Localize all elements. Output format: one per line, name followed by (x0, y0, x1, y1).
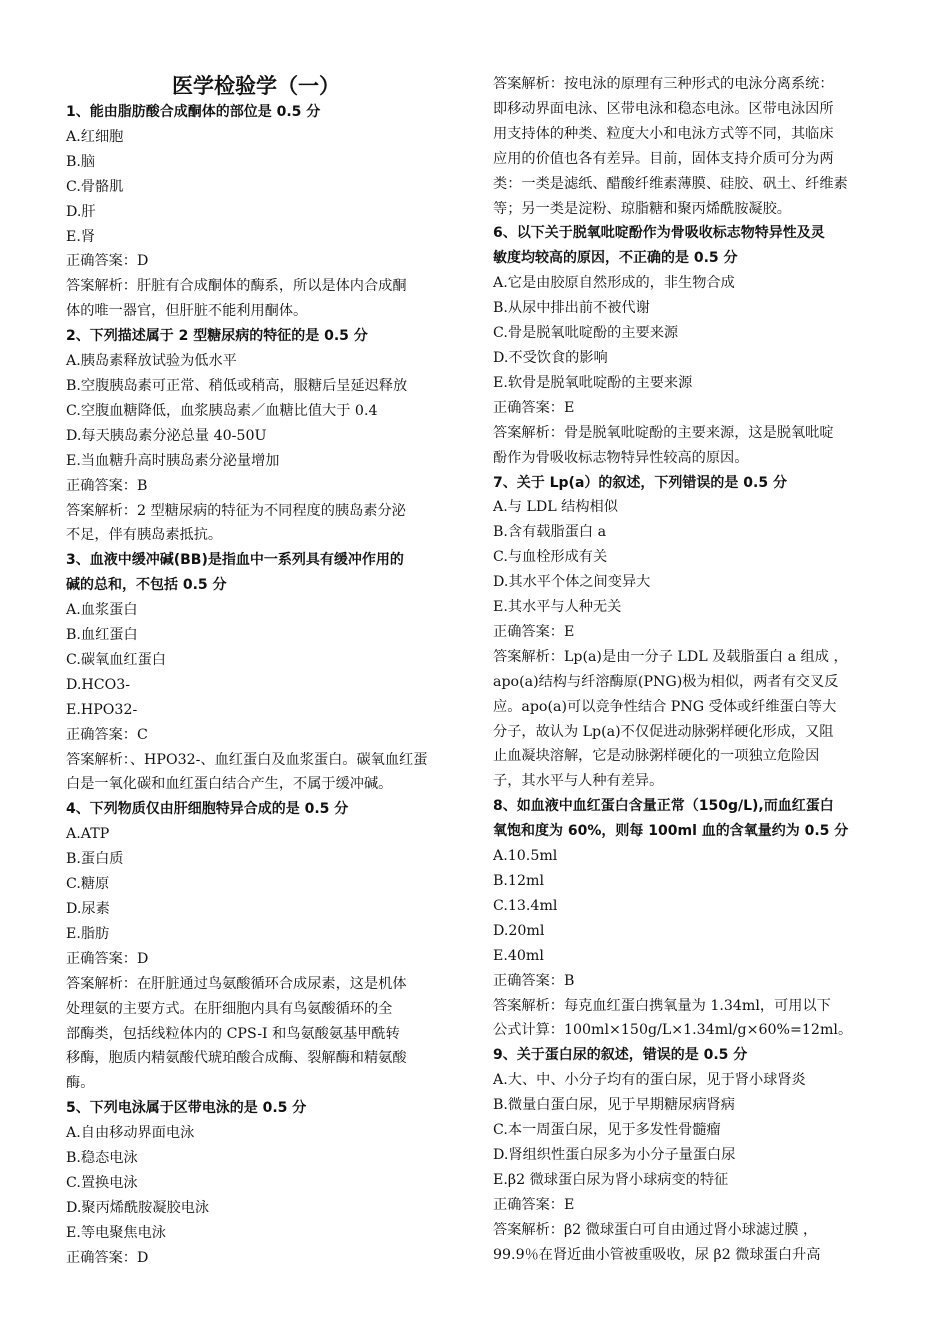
explanation-line: 答案解析：骨是脱氧吡啶酚的主要来源，这是脱氧吡啶 (493, 424, 834, 441)
option-line: C.空腹血糖降低，血浆胰岛素／血糖比值大于 0.4 (66, 402, 378, 419)
option-line: B.稳态电泳 (66, 1150, 138, 1167)
left-column-lines (66, 100, 462, 1271)
explanation-line: 体的唯一器官，但肝脏不能利用酮体。 (66, 303, 308, 320)
explanation-line: 答案解析：、HPO32-、血红蛋白及血浆蛋白。碳氧血红蛋 (66, 751, 428, 768)
explanation-line: 不足，伴有胰岛素抵抗。 (66, 527, 223, 544)
option-line: C.13.4ml (493, 897, 558, 914)
option-line: B.12ml (493, 873, 544, 889)
answer-line: 正确答案：E (493, 1196, 575, 1213)
option-line: C.糖原 (66, 876, 110, 893)
page-title: 医学检验学（一） (172, 73, 340, 98)
explanation-line: 等；另一类是淀粉、琼脂糖和聚丙烯酰胺凝胶。 (493, 200, 791, 217)
option-line: D.肝 (66, 203, 96, 220)
option-line: C.骨骼肌 (66, 178, 124, 195)
question-line: 7、关于 Lp(a）的叙述，下列错误的是 0.5 分 (493, 474, 787, 491)
explanation-line: 应。apo(a)可以竞争性结合 PNG 受体或纤维蛋白等大 (493, 698, 837, 715)
explanation-line: 答案解析：Lp(a)是由一分子 LDL 及载脂蛋白 a 组成 ， (493, 648, 848, 665)
question-line: 6、以下关于脱氧吡啶酚作为骨吸收标志物特异性及灵 (493, 225, 825, 242)
question-line: 2、下列描述属于 2 型糖尿病的特征的是 0.5 分 (66, 328, 368, 345)
explanation-line: 答案解析：肝脏有合成酮体的酶系，所以是体内合成酮 (66, 278, 407, 295)
explanation-line: 答案解析：2 型糖尿病的特征为不同程度的胰岛素分泌 (66, 502, 406, 519)
question-line: 氧饱和度为 60%，则每 100ml 血的含氧量约为 0.5 分 (493, 823, 849, 840)
option-line: E.肾 (66, 228, 96, 245)
explanation-line: 移酶，胞质内精氨酸代琥珀酸合成酶、裂解酶和精氨酸 (66, 1050, 407, 1067)
right-column-lines (493, 72, 889, 1268)
right-column (493, 72, 889, 1268)
answer-line: 正确答案：B (66, 477, 148, 494)
answer-line: 正确答案：D (66, 950, 149, 967)
option-line: A.红细胞 (66, 128, 124, 145)
option-line: D.尿素 (66, 901, 110, 917)
answer-line: 正确答案：B (493, 972, 575, 989)
explanation-line: 止血凝块溶解，它是动脉粥样硬化的一项独立危险因 (493, 748, 820, 765)
option-line: D.肾组织性蛋白尿多为小分子量蛋白尿 (493, 1146, 736, 1163)
answer-line: 正确答案：C (66, 726, 148, 743)
explanation-line: 答案解析：β2 微球蛋白可自由通过肾小球滤过膜 ， (493, 1221, 818, 1238)
option-line: D.其水平个体之间变异大 (493, 574, 651, 591)
option-line: A.大、中、小分子均有的蛋白尿，见于肾小球肾炎 (493, 1072, 806, 1089)
question-line: 8、如血液中血红蛋白含量正常（150g/L),而血红蛋白 (493, 798, 834, 815)
explanation-line: 答案解析：每克血红蛋白携氧量为 1.34ml，可用以下 (493, 997, 831, 1014)
option-line: A.胰岛素释放试验为低水平 (66, 353, 237, 370)
option-line: E.40ml (493, 947, 544, 964)
option-line: C.本一周蛋白尿，见于多发性骨髓瘤 (493, 1122, 721, 1139)
answer-line: 正确答案：D (66, 1249, 149, 1266)
explanation-line: 部酶类，包括线粒体内的 CPS-Ⅰ 和鸟氨酸氨基甲酰转 (66, 1025, 400, 1042)
option-line: E.当血糖升高时胰岛素分泌量增加 (66, 452, 280, 469)
option-line: B.空腹胰岛素可正常、稍低或稍高，服糖后呈延迟释放 (66, 377, 408, 394)
question-line: 碱的总和，不包括 0.5 分 (66, 577, 227, 594)
option-line: C.骨是脱氧吡啶酚的主要来源 (493, 325, 679, 342)
option-line: D.不受饮食的影响 (493, 349, 608, 366)
option-line: C.碳氧血红蛋白 (66, 651, 166, 668)
option-line: B.含有载脂蛋白 a (493, 524, 607, 541)
question-line: 1、能由脂肪酸合成酮体的部位是 0.5 分 (66, 104, 321, 120)
question-line: 敏度均较高的原因，不正确的是 0.5 分 (493, 250, 738, 267)
option-line: D.聚丙烯酰胺凝胶电泳 (66, 1199, 210, 1216)
option-line: B.蛋白质 (66, 851, 124, 868)
explanation-line: 子，其水平与人种有差异。 (493, 773, 664, 790)
explanation-line: 公式计算：100ml×150g/L×1.34ml/g×60%=12ml。 (493, 1022, 853, 1039)
left-column (66, 72, 462, 1271)
option-line: D.HCO3- (66, 676, 131, 693)
explanation-line: 分子，故认为 Lp(a)不仅促进动脉粥样硬化形成，又阻 (493, 723, 834, 740)
explanation-line: 答案解析：在肝脏通过鸟氨酸循环合成尿素，这是机体 (66, 975, 407, 992)
option-line: A.血浆蛋白 (66, 602, 138, 619)
option-line: D.20ml (493, 922, 545, 939)
explanation-line: 白是一氧化碳和血红蛋白结合产生，不属于缓冲碱。 (66, 776, 393, 793)
question-line: 5、下列电泳属于区带电泳的是 0.5 分 (66, 1100, 307, 1117)
option-line: A.ATP (66, 826, 110, 843)
explanation-line: 答案解析：按电泳的原理有三种形式的电泳分离系统： (493, 76, 834, 92)
answer-line: 正确答案：E (493, 623, 575, 640)
question-line: 9、关于蛋白尿的叙述，错误的是 0.5 分 (493, 1047, 748, 1064)
question-line: 4、下列物质仅由肝细胞特异合成的是 0.5 分 (66, 801, 349, 818)
option-line: B.微量白蛋白尿，见于早期糖尿病肾病 (493, 1097, 735, 1114)
explanation-line: 用支持体的种类、粒度大小和电泳方式等不同，其临床 (493, 125, 834, 142)
option-line: E.软骨是脱氧吡啶酚的主要来源 (493, 374, 693, 391)
question-line: 3、血液中缓冲碱(BB)是指血中一系列具有缓冲作用的 (66, 552, 404, 569)
option-line: D.每天胰岛素分泌总量 40-50U (66, 427, 267, 444)
option-line: C.与血栓形成有关 (493, 549, 608, 566)
answer-line: 正确答案：E (493, 399, 575, 416)
option-line: B.血红蛋白 (66, 627, 138, 644)
option-line: A.它是由胶原自然形成的，非生物合成 (493, 275, 735, 292)
explanation-line: 酚作为骨吸收标志物特异性较高的原因。 (493, 449, 749, 466)
explanation-line: 应用的价值也各有差异。目前，固体支持介质可分为两 (493, 150, 834, 167)
option-line: E.HPO32- (66, 701, 138, 718)
answer-line: 正确答案：D (66, 253, 149, 270)
explanation-line: 即移动界面电泳、区带电泳和稳态电泳。区带电泳因所 (493, 100, 834, 117)
option-line: B.脑 (66, 153, 96, 170)
explanation-line: 酶。 (66, 1075, 95, 1092)
explanation-line: 99.9％在肾近曲小管被重吸收，尿 β2 微球蛋白升高 (493, 1246, 821, 1263)
option-line: E.等电聚焦电泳 (66, 1224, 166, 1241)
option-line: B.从尿中排出前不被代谢 (493, 300, 650, 317)
explanation-line: apo(a)结构与纤溶酶原(PNG)极为相似，两者有交叉反 (493, 673, 839, 690)
option-line: A.自由移动界面电泳 (66, 1125, 195, 1142)
option-line: E.其水平与人种无关 (493, 599, 622, 616)
explanation-line: 处理氨的主要方式。在肝细胞内具有鸟氨酸循环的全 (66, 1000, 393, 1017)
option-line: E.脂肪 (66, 925, 110, 942)
explanation-line: 类：一类是滤纸、醋酸纤维素薄膜、硅胶、矾土、纤维素 (493, 175, 848, 192)
option-line: A.与 LDL 结构相似 (493, 499, 618, 516)
option-line: C.置换电泳 (66, 1174, 138, 1191)
option-line: E.β2 微球蛋白尿为肾小球病变的特征 (493, 1171, 729, 1188)
option-line: A.10.5ml (493, 848, 558, 865)
